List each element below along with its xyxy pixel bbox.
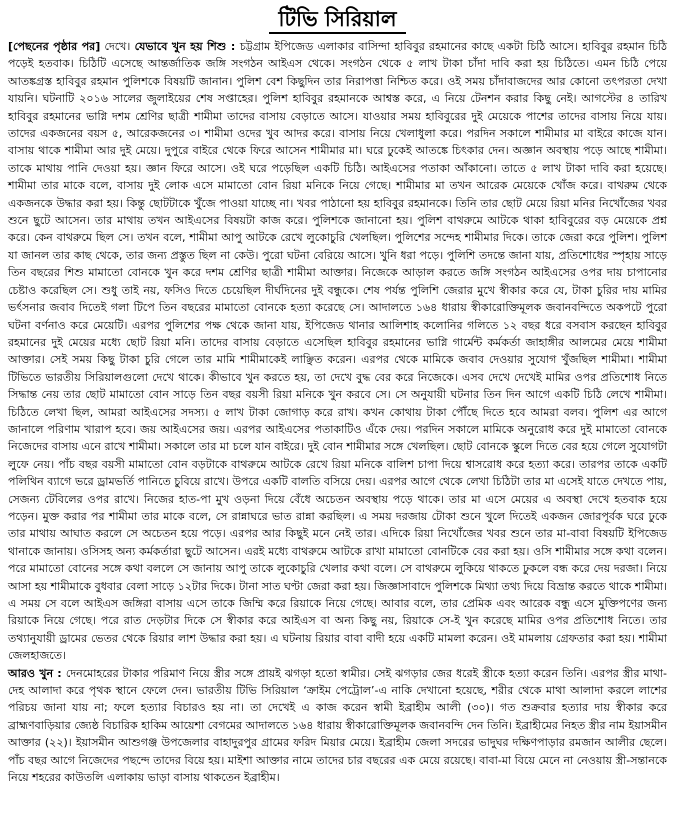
title-wrap bbox=[8, 6, 667, 34]
subheading-how-child-killed: যেভাবে খুন হয় শিশু : bbox=[134, 40, 240, 53]
paragraph-2 bbox=[8, 665, 667, 787]
paragraph-1-body: চট্টগ্রাম ইপিজেড এলাকার বাসিন্দা হাবিবুর রহমানের কাছে একটা চিঠি আসে। হাবিবুর রহমান চিঠি পড়েই হতবাক। চিঠিটি এসেছে আন্তর্জাতিক জঙ্গি সংগঠন আইএস থেকে। সংগঠন থেকে ৫ লাখ টাকা চাঁদা দাবি করা হয় চিঠিতে। এমন চিঠি পেয়ে আতঙ্কগ্রস্ত হাবিবুর রহমান পুলিশকে বিষয়টি জানান। পুলিশ বেশ কিছুদিন তার নিরাপত্তা নিশ্চিত করে। ওই সময় চাঁদাবাজদের আর কোনো তৎপরতা দেখা যায়নি। ঘটনাটি ২০১৬ সালের জুলাইয়ের শেষ সপ্তাহের। পুলিশ হাবিবুর রহমানকে আশ্বস্ত করে, এ নিয়ে টেনশন করার কিছু নেই। আগস্টের ৪ তারিখ হাবিবুর রহমানের ভাগ্নি দশম শ্রেণির ছাত্রী শামীমা তাদের বাসায় বেড়াতে আসে। যাওয়ার সময় হাবিবুরের দুই মেয়েকে পাশের তাদের বাসায় নিয়ে যায়। তাদের একজনের বয়স ৫, আরেকজনের ৩। শামীমা ওদের খুব আদর করে। বাসায় নিয়ে খেলাধুলা করে। পরদিন সকালে শামীমার মা বাইরে কাজে যান। বাসায় থাকে শামীমা আর দুই মেয়ে। দুপুরে বাইরে থেকে ফিরে আসেন শামীমার মা। ঘরে ঢুকেই আতঙ্কে চিৎকার দেন। অজ্ঞান অবস্থায় পড়ে আছে শামীমা। তাকে মাথায় পানি দেওয়া হয়। জ্ঞান ফিরে আসে। ওই ঘরে পড়েছিল একটি চিঠি। আইএসের পতাকা আঁকানো। তাতে ৫ লাখ টাকা দাবি করা হয়েছে। শামীমা তার মাকে বলে, বাসায় দুই লোক এসে মামাতো বোন রিয়া মনিকে নিয়ে গেছে। শামীমার মা তখন আরেক মেয়েকে খোঁজ করে। বাথরুম থেকে একজনকে উদ্ধার করা হয়। কিন্তু ছোটটাকে খুঁজে পাওয়া যাচ্ছে না। খবর পাঠানো হয় হাবিবুর রহমানকে। তিনি তার ছোট মেয়ে রিয়া মনির নিখোঁজের খবর শুনে ছুটে আসেন। তার মাথায় তখন আইএসের বিষয়টা কাজ করে। পুলিশকে জানানো হয়। পুলিশ বাথরুমে আটকে থাকা হাবিবুরের বড় মেয়েকে প্রশ্ন করে। কেন বাথরুমে ছিল সে। তখন বলে, শামীমা আপু আটকে রেখে লুকোচুরি খেলছিল। পুলিশের সন্দেহ শামীমার দিকে। তাকে জেরা করে পুলিশ। পুলিশ যা জানল তার কাছ থেকে, তার জন্য প্রস্তুত ছিল না কেউ। পুরো ঘটনা বেরিয়ে আসে। খুনি ধরা পড়ে। পুলিশি তদন্তে জানা যায়, প্রতিশোধের স্পৃহায় সাড়ে তিন বছরের শিশু মামাতো বোনকে খুন করে দশম শ্রেণির ছাত্রী শামীমা আক্তার। নিজেকে আড়াল করতে জঙ্গি সংগঠন আইএসের ওপর দায় চাপানোর চেষ্টাও করেছিল সে। শুধু তাই নয়, ফসিও দিতে চেয়েছিল দীর্ঘদিনের দুই বন্ধুকে। শেষ পর্যন্ত পুলিশি জেরার মুখে স্বীকার করে যে, টাকা চুরির দায় মামির ভর্ৎসনার জবাব দিতেই গলা টিপে তিন বছরের মামাতো বোনকে হত্যা করেছে সে। আদালতে ১৬৪ ধারায় স্বীকারোক্তিমূলক জবানবন্দিতে অকপটে পুরো ঘটনা বর্ণনাও করে মেয়েটি। এরপর পুলিশের পক্ষ থেকে জানা যায়, ইপিজেড থানার আলিশাহ কলোনির গলিতে ১২ বছর ধরে বসবাস করছেন হাবিবুর রহমানের দুই মেয়ের মধ্যে ছোট রিয়া মনি। তাদের বাসায় বেড়াতে এসেছিল হাবিবুর রহমানের ভাগ্নি গার্মেন্ট কর্মকর্তা জাহাঙ্গীর আলমের মেয়ে শামীমা আক্তার। সেই সময় কিছু টাকা চুরি গেলে তার মামি শামীমাকেই লাঞ্ছিত করেন। এরপর থেকে মামিকে জবাব দেওয়ার সুযোগ খুঁজছিল শামীমা। শামীমা টিভিতে ভারতীয় সিরিয়ালগুলো দেখে থাকে। কীভাবে খুন করতে হয়, তা দেখে বুদ্ধ বের করে নিজেকে। এসব দেখে দেখেই মামির ওপর প্রতিশোধ নিতে সিদ্ধান্ত নেয় তার ছোট মামাতো বোন সাড়ে তিন বছর বয়সী রিয়া মনিকে খুন করবে সে। সে অনুযায়ী ঘটনার তিন দিন আগে একটি চিঠি লেখে শামীমা। চিঠিতে লেখা ছিল, আমরা আইএসের সদস্য। ৫ লাখ টাকা জোগাড় করে রাখ। কখন কোথায় টাকা পৌঁছে দিতে হবে আমরা বলব। পুলিশ এর আগে জানালে পরিণাম খারাপ হবে। জয় আইএসের জয়। এরপর আইএসের পতাকাটিও এঁকে দেয়। পরদিন সকালে মামিকে অনুরোধ করে দুই মামাতো বোনকে নিজেদের বাসায় এনে রাখে শামীমা। সকালে তার মা চলে যান বাইরে। দুই বোন শামীমার সঙ্গে খেলছিল। ছোট বোনকে স্কুলে দিতে বের হয়ে গেলে সুযোগটা লুফে নেয়। পাঁচ বছর বয়সী মামাতো বোন বড়টাকে বাথরুমে আটকে রেখে রিয়া মনিকে বালিশ চাপা দিয়ে শ্বাসরোধ করে হত্যা করে। তারপর তাকে একটি পলিথিন ব্যাগে ভরে ড্রামভর্তি পানিতে চুবিয়ে রাখে। উপরে একটি বালতি বসিয়ে দেয়। এরপর আগে থেকে লেখা চিঠিটা তার মা এসেই যাতে দেখতে পায়, সেজন্য টেবিলের ওপর রাখে। নিজের হাত-পা মুখ ওড়না দিয়ে বেঁধে অচেতন অবস্থায় পড়ে থাকে। তার মা এসে মেয়ের এ অবস্থা দেখে হতবাক হয়ে পড়েন। মুক্ত করার পর শামীমা তার মাকে বলে, সে রান্নাঘরে ভাত রান্না করছিল। এ সময় দরজায় টোকা শুনে খুলে দিতেই একজন জোরপূর্বক ঘরে ঢুকে তার মাথায় আঘাত করলে সে অচেতন হয়ে পড়ে। এরপর আর কিছুই মনে নেই তার। এদিকে রিয়া নিখোঁজের খবর শুনে তার মা-বাবা বিষয়টি ইপিজেড থানাকে জানায়। ওসিসহ অন্য কর্মকর্তারা ছুটে আসেন। এরই মধ্যে বাথরুমে আটকে রাখা মামাতো বোনটিকে বের করা হয়। ওসি শামীমার সঙ্গে কথা বলেন। পরে মামাতো বোনের সঙ্গে কথা বললে সে জানায় আপু তাকে লুকোচুরি খেলার কথা বলে। সে বাথরুমে লুকিয়ে থাকতে ঢুকলে বন্ধ করে দেয় দরজা। নিয়ে আসা হয় শামীমাকে বুধবার বেলা সাড়ে ১২টার দিকে। টানা সাত ঘণ্টা জেরা করা হয়। জিজ্ঞাসাবাদে পুলিশকে মিথ্যা তথ্য দিয়ে বিভ্রান্ত করতে থাকে শামীমা। এ সময় সে বলে আইএস জঙ্গিরা বাসায় এসে তাকে জিম্মি করে রিয়াকে নিয়ে গেছে। আবার বলে, তার প্রেমিক এবং আরেক বন্ধু এসে মুক্তিপণের জন্য রিয়াকে নিয়ে গেছে। পরে রাত দেড়টার দিকে সে স্বীকার করে আইএস বা অন্য কিছু নয়, রিয়াকে সে-ই খুন করেছে মামির ওপর প্রতিশোধ নিতে। তার তথ্যানুযায়ী ড্রামের ভেতর থেকে রিয়ার লাশ উদ্ধার করা হয়। এ ঘটনায় রিয়ার বাবা বাদী হয়ে একটি মামলা করেন। ওই মামলায় গ্রেফতার করা হয়। শামীমা জেলহাজতে। bbox=[8, 40, 667, 663]
paragraph-1-lead: দেখে। bbox=[100, 40, 135, 53]
paragraph-1 bbox=[8, 38, 667, 665]
paragraph-2-body: দেনমোহরের টাকার পরিমাণ নিয়ে স্ত্রীর সঙ্গে প্রায়ই ঝগড়া হতো স্বামীর। সেই ঝগড়ার জের ধরেই স্ত্রীকে হত্যা করেন তিনি। এরপর স্ত্রীর মাথা-দেহ আলাদা করে পৃথক স্থানে ফেলে দেন। ভারতীয় টিভি সিরিয়াল ‘ক্রাইম পেট্রোল’-এ নাকি দেখানো হয়েছে, শরীর থেকে মাথা আলাদা করলে লাশের পরিচয় জানা যায় না; ফলে হত্যার বিচারও হয় না। তা দেখেই এ কাজ করেন স্বামী ইব্রাহীম আলী (৩০)। গত শুক্রবার হত্যার দায় স্বীকার করে ব্রাহ্মণবাড়িয়ার জ্যেষ্ঠ বিচারিক হাকিম আয়েশা বেগমের আদালতে ১৬৪ ধারায় স্বীকারোক্তিমূলক জবানবন্দি দেন তিনি। ইব্রাহীমের নিহত স্ত্রীর নাম ইয়াসমীন আক্তার (২২)। ইয়াসমীন আশুগঞ্জ উপজেলার বাহাদুরপুর গ্রামের ফরিদ মিয়ার মেয়ে। ইব্রাহীম জেলা সদরের ভাদুঘর দক্ষিণপাড়ার রমজান আলীর ছেলে। পাঁচ বছর আগে নিজেদের পছন্দে তাদের বিয়ে হয়। মাইশা আক্তার নামে তাদের চার বছরের এক মেয়ে রয়েছে। বাবা-মা বিয়ে মেনে না নেওয়ায় স্ত্রী-সন্তানকে নিয়ে শহরের কাউতলি এলাকায় ভাড়া বাসায় থাকতেন ইব্রাহীম। bbox=[8, 666, 667, 785]
subheading-more-murders: আরও খুন : bbox=[8, 666, 66, 680]
continued-tag: [পেছনের পৃষ্ঠার পর] bbox=[8, 40, 101, 53]
article-body bbox=[8, 38, 667, 786]
article-title: টিভি সিরিয়াল bbox=[269, 6, 407, 34]
